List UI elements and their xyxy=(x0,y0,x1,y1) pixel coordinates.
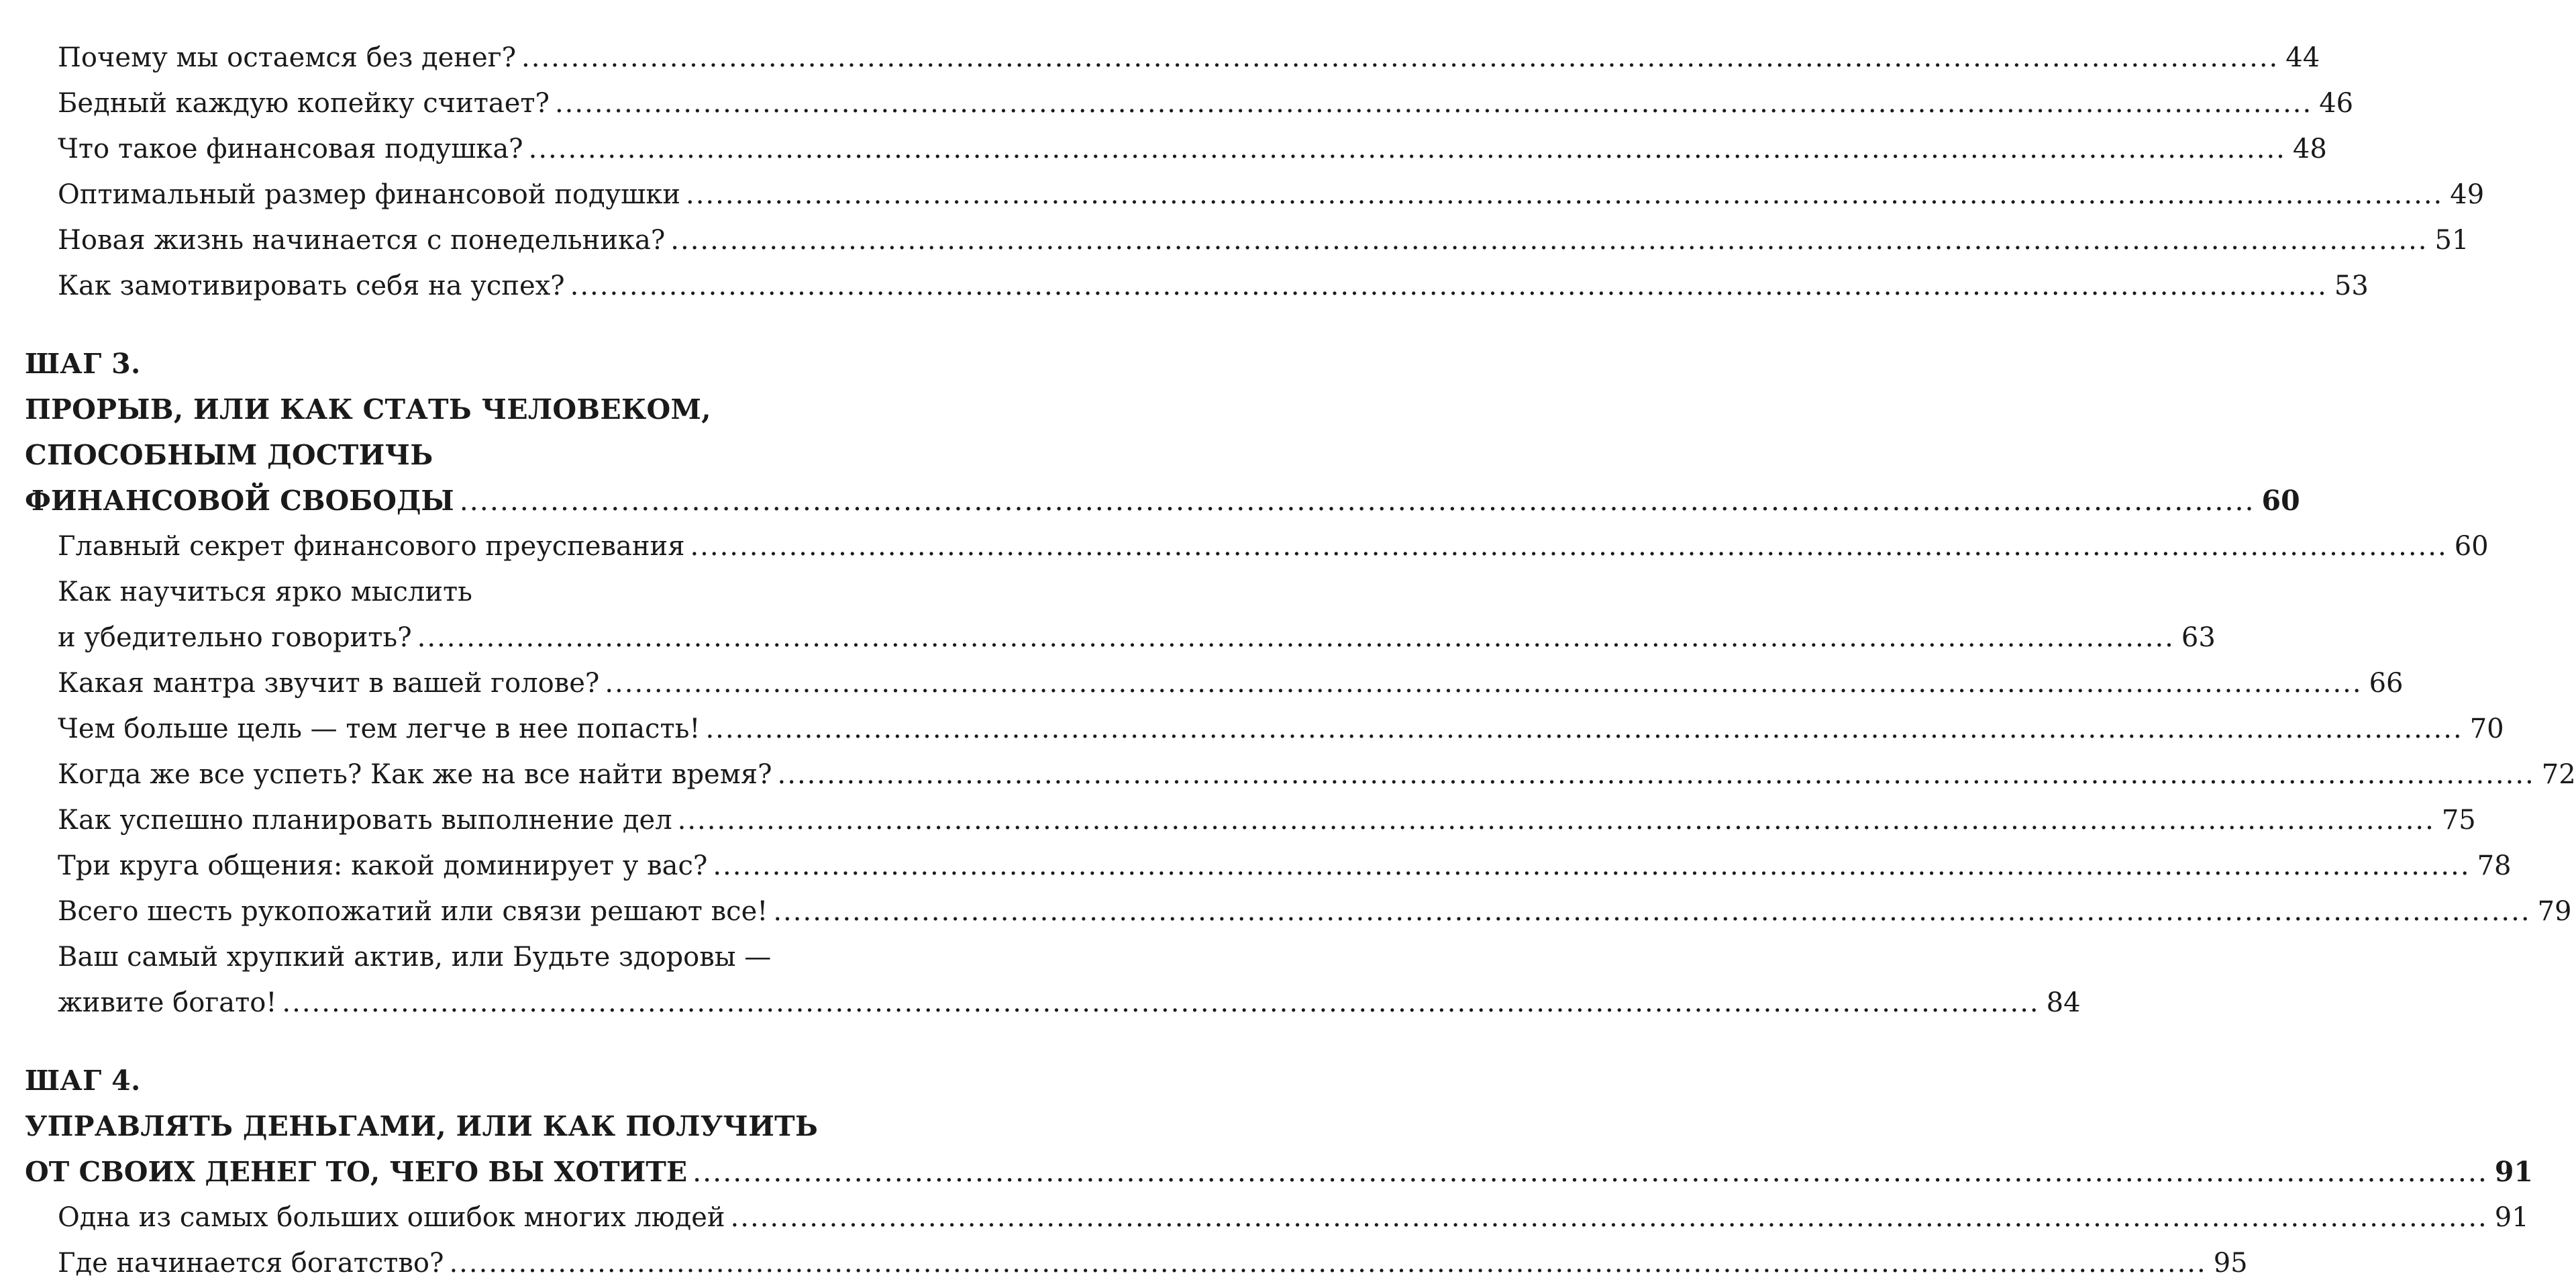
entry-page: 75 xyxy=(2441,805,2476,836)
entry-title: Оптимальный размер финансовой подушки xyxy=(58,179,680,210)
entry-page: 79 xyxy=(2537,896,2572,927)
dot-leader xyxy=(690,524,2447,569)
section-heading-line: ПРОРЫВ, ИЛИ КАК СТАТЬ ЧЕЛОВЕКОМ, xyxy=(25,393,711,426)
entry-page: 49 xyxy=(2450,179,2485,210)
toc-entry xyxy=(25,843,2512,889)
toc-entry xyxy=(25,35,2320,81)
entry-title: Почему мы остаемся без денег? xyxy=(58,42,517,73)
entry-title: Когда же все успеть? Как же на все найти время? xyxy=(58,759,772,790)
entry-page: 72 xyxy=(2541,759,2576,790)
dot-leader xyxy=(686,172,2443,217)
toc-entry xyxy=(25,660,2404,706)
entry-title: Как успешно планировать выполнение дел xyxy=(58,805,672,836)
dot-leader xyxy=(570,263,2328,309)
entry-title: Три круга общения: какой доминирует у вас? xyxy=(58,850,708,881)
entry-page: 44 xyxy=(2285,42,2320,73)
dot-leader xyxy=(773,889,2530,934)
entry-page: 78 xyxy=(2477,850,2512,881)
entry-title: Одна из самых больших ошибок многих людей xyxy=(58,1202,725,1233)
entry-page: 46 xyxy=(2319,88,2354,119)
dot-leader xyxy=(282,980,2039,1026)
entry-title: живите богато! xyxy=(58,987,277,1018)
section-heading-title: ОТ СВОИХ ДЕНЕГ ТО, ЧЕГО ВЫ ХОТИТЕ xyxy=(25,1156,688,1188)
toc-entry xyxy=(25,263,2369,309)
section-heading-line: ШАГ 4. xyxy=(25,1065,141,1097)
entry-title: Где начинается богатство? xyxy=(58,1248,444,1279)
toc-entry xyxy=(25,1240,2248,1286)
toc-entry xyxy=(25,1195,2529,1240)
dot-leader xyxy=(731,1195,2488,1240)
entry-page: 91 xyxy=(2494,1202,2529,1233)
dot-leader xyxy=(605,660,2362,706)
section-heading-title: ФИНАНСОВОЙ СВОБОДЫ xyxy=(25,485,454,517)
entry-page: 53 xyxy=(2334,270,2369,301)
section-step-3 xyxy=(25,341,2576,1026)
entry-page: 48 xyxy=(2292,134,2327,164)
section-step-4 xyxy=(25,1058,2533,1286)
entry-page: 84 xyxy=(2046,987,2081,1018)
toc-entry xyxy=(25,217,2469,263)
section-heading-line: СПОСОБНЫМ ДОСТИЧЬ xyxy=(25,439,433,471)
dot-leader xyxy=(670,217,2428,263)
toc-entry xyxy=(25,752,2576,797)
toc-entry xyxy=(25,889,2572,934)
dot-leader xyxy=(713,843,2470,889)
entry-page: 63 xyxy=(2181,622,2216,653)
dot-leader xyxy=(449,1240,2206,1286)
entry-page: 60 xyxy=(2454,531,2489,562)
section-heading-line: ШАГ 3. xyxy=(25,348,141,380)
entry-title: Что такое финансовая подушка? xyxy=(58,134,523,164)
toc-entry xyxy=(25,615,2216,660)
toc-entry xyxy=(25,980,2081,1026)
entry-title-line1: Ваш самый хрупкий актив, или Будьте здоровы — xyxy=(58,942,772,973)
toc-entry xyxy=(25,706,2504,752)
section-page: 60 xyxy=(2261,485,2300,517)
dot-leader xyxy=(705,706,2463,752)
section-heading-line: УПРАВЛЯТЬ ДЕНЬГАМИ, ИЛИ КАК ПОЛУЧИТЬ xyxy=(25,1110,819,1142)
toc-entry xyxy=(25,797,2476,843)
dot-leader xyxy=(678,797,2435,843)
entry-title: и убедительно говорить? xyxy=(58,622,412,653)
entry-page: 51 xyxy=(2434,225,2469,256)
toc-entry xyxy=(25,172,2485,217)
entry-page: 66 xyxy=(2369,668,2404,699)
entry-title: Бедный каждую копейку считает? xyxy=(58,88,550,119)
entry-title: Какая мантра звучит в вашей голове? xyxy=(58,668,600,699)
entry-page: 70 xyxy=(2469,713,2504,744)
dot-leader xyxy=(692,1149,2488,1195)
section-page: 91 xyxy=(2494,1156,2533,1188)
entry-title: Новая жизнь начинается с понедельника? xyxy=(58,225,666,256)
section-heading-last xyxy=(25,1149,2533,1195)
dot-leader xyxy=(417,615,2175,660)
entry-title: Как замотивировать себя на успех? xyxy=(58,270,565,301)
dot-leader xyxy=(529,126,2286,172)
toc-entry xyxy=(25,524,2489,569)
dot-leader xyxy=(555,81,2312,126)
section-heading-last xyxy=(25,478,2300,524)
entry-page: 95 xyxy=(2213,1248,2248,1279)
toc-entry xyxy=(25,126,2327,172)
entry-title-line1: Как научиться ярко мыслить xyxy=(58,577,472,607)
entry-title: Чем больше цель — тем легче в нее попасть! xyxy=(58,713,701,744)
dot-leader xyxy=(521,35,2279,81)
entry-title: Главный секрет финансового преуспевания xyxy=(58,531,685,562)
toc-entry xyxy=(25,81,2354,126)
entry-title: Всего шесть рукопожатий или связи решают все! xyxy=(58,896,768,927)
dot-leader xyxy=(460,478,2255,524)
dot-leader xyxy=(778,752,2535,797)
toc-entries-top xyxy=(25,35,2485,309)
